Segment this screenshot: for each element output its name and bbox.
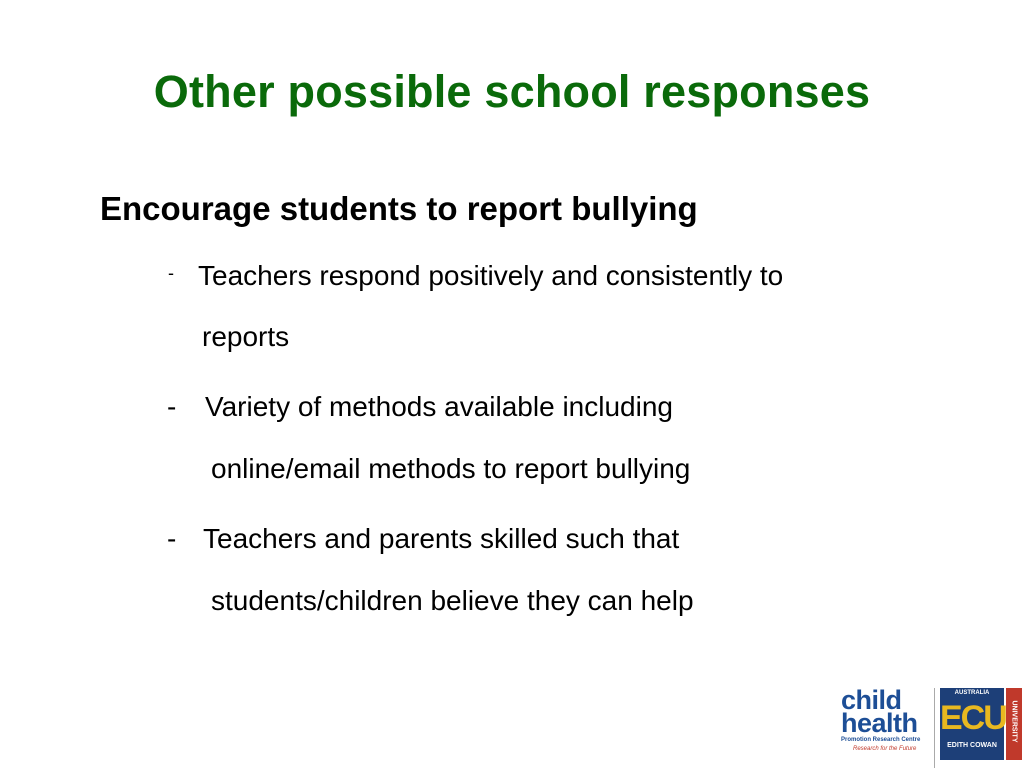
ecu-logo-side-text: UNIVERSITY xyxy=(1010,700,1018,743)
ecu-logo-letters: ECU xyxy=(940,699,1006,737)
bullet-dash: - xyxy=(167,391,177,422)
logo-block xyxy=(835,686,1024,768)
bullet-text-line1: Variety of methods available including xyxy=(205,391,673,422)
ecu-logo-bottom: EDITH COWAN xyxy=(947,742,997,749)
ecu-logo-top: AUSTRALIA xyxy=(954,690,990,696)
bullet-dash: - xyxy=(168,263,174,283)
child-health-logo-tagline: Research for the Future xyxy=(853,746,917,752)
slide-heading: Encourage students to report bullying xyxy=(100,190,698,227)
child-health-logo-word2: health xyxy=(841,708,918,738)
bullet-dash: - xyxy=(167,523,177,554)
bullet-text-line2: reports xyxy=(202,321,290,352)
ecu-logo-side xyxy=(1006,688,1022,760)
slide-title: Other possible school responses xyxy=(153,66,871,117)
bullet-text-line2: students/children believe they can help xyxy=(211,585,694,616)
bullet-text-line1: Teachers and parents skilled such that xyxy=(203,523,680,554)
bullet-text-line1: Teachers respond positively and consistently to xyxy=(198,260,784,291)
bullet-text-line2: online/email methods to report bullying xyxy=(211,453,691,484)
child-health-logo-subtitle: Promotion Research Centre xyxy=(841,737,921,743)
logo-divider xyxy=(934,688,935,768)
child-health-logo-word1: child xyxy=(841,685,902,715)
ecu-logo xyxy=(940,688,1004,760)
